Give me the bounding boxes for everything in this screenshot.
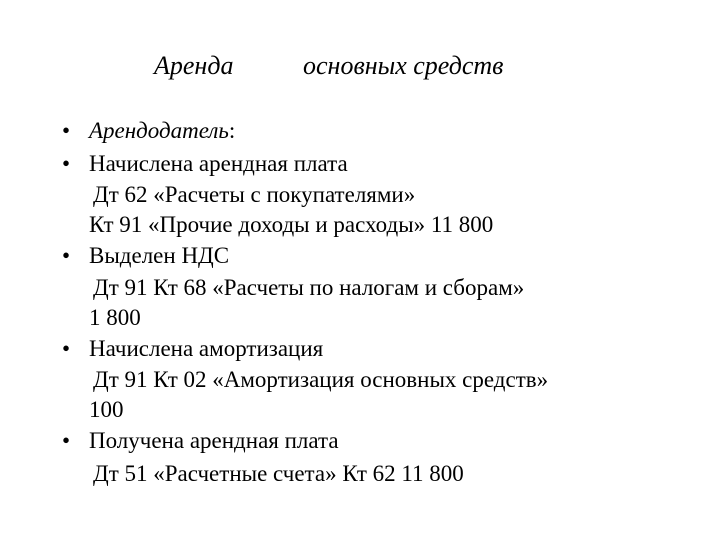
lessor-colon: : <box>228 118 236 143</box>
bullet-icon: • <box>62 428 71 453</box>
list-item-label: Начислена арендная плата <box>89 150 348 176</box>
entry-line <box>62 303 702 333</box>
title-word-fixed-assets: основных средств <box>303 51 504 80</box>
bullet-icon: • <box>62 118 71 143</box>
bullet-icon: • <box>62 243 71 268</box>
lessor-label: Арендодатель <box>89 118 229 143</box>
slide-title <box>0 46 720 86</box>
entry-amount-vat: 1 800 <box>89 304 141 330</box>
entry-amount-depreciation: 100 <box>89 397 124 422</box>
bullet-icon: • <box>62 335 71 361</box>
bullet-list <box>62 115 702 490</box>
bullet-icon: • <box>62 150 71 176</box>
list-item-label: Выделен НДС <box>89 243 230 268</box>
entry-line <box>62 365 702 395</box>
entry-line <box>62 180 702 210</box>
entry-debit-91-credit-68: Дт 91 Кт 68 «Расчеты по налогам и сборам» <box>93 274 525 300</box>
list-item-lessor <box>62 115 702 148</box>
entry-debit-91-credit-02: Дт 91 Кт 02 «Амортизация основных средств» <box>93 367 549 392</box>
list-item-rent-received <box>62 425 702 458</box>
entry-line <box>62 273 702 303</box>
list-item-depreciation <box>62 333 702 366</box>
title-word-rent: Аренда <box>154 51 234 80</box>
list-item-label: Получена арендная плата <box>89 428 339 453</box>
entry-line <box>62 395 702 425</box>
list-item-label <box>89 115 235 148</box>
entry-credit-91: Кт 91 «Прочие доходы и расходы» 11 800 <box>89 212 494 237</box>
entry-line <box>62 458 702 491</box>
list-item-label: Начислена амортизация <box>89 335 324 361</box>
entry-line <box>62 210 702 240</box>
entry-debit-62: Дт 62 «Расчеты с покупателями» <box>93 182 416 207</box>
entry-debit-51-credit-62: Дт 51 «Расчетные счета» Кт 62 11 800 <box>93 460 464 486</box>
list-item-rent-accrued <box>62 148 702 181</box>
list-item-vat <box>62 240 702 273</box>
